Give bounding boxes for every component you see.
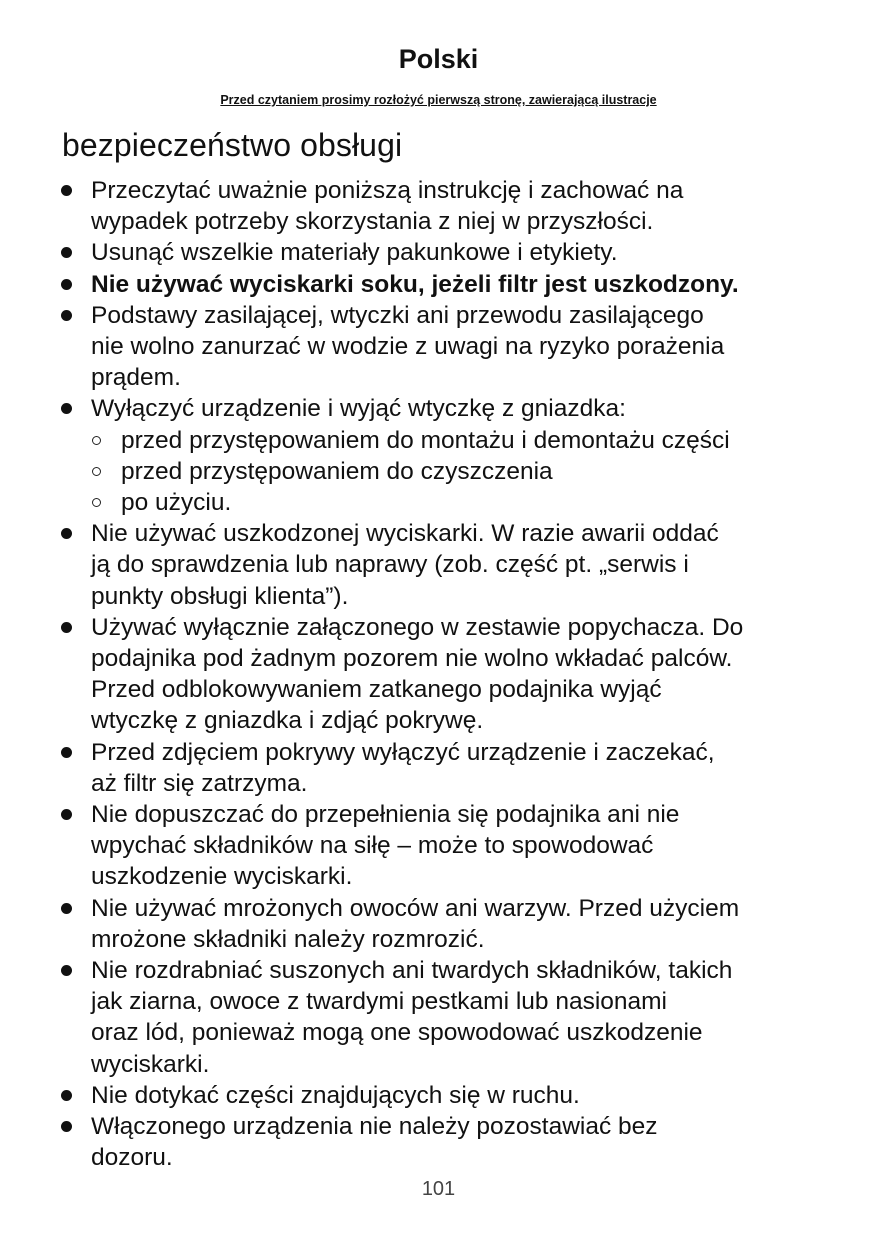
item-line: Podstawy zasilającej, wtyczki ani przewodu zasilającego [91, 301, 704, 329]
item-line: Nie używać mrożonych owoców ani warzyw. Przed użyciem [91, 894, 740, 922]
list-item [0, 1080, 877, 1111]
item-line: Usunąć wszelkie materiały pakunkowe i etykiety. [91, 239, 618, 267]
list-item [0, 518, 877, 612]
list-item [0, 175, 877, 237]
bullet-icon [61, 247, 72, 258]
list-item-warning [0, 269, 877, 300]
item-line: Nie dopuszczać do przepełnienia się podajnika ani nie [91, 801, 680, 829]
list-item [0, 393, 877, 518]
item-line: Wyłączyć urządzenie i wyjąć wtyczkę z gniazdka: [91, 395, 626, 423]
list-item [0, 1111, 877, 1173]
bullet-icon [61, 965, 72, 976]
section-heading: bezpieczeństwo obsługi [62, 127, 403, 163]
item-line: Nie dotykać części znajdujących się w ruchu. [91, 1081, 580, 1109]
list-item [0, 300, 877, 394]
bullet-icon [61, 809, 72, 820]
item-line: Nie rozdrabniać suszonych ani twardych składników, takich [91, 957, 733, 985]
item-line: punkty obsługi klienta”). [91, 582, 349, 610]
item-line: nie wolno zanurzać w wodzie z uwagi na ryzyko porażenia [91, 333, 725, 361]
sub-item-text: przed przystępowaniem do montażu i demontażu części [121, 426, 730, 454]
circle-bullet-icon [92, 467, 101, 476]
sub-item-text: przed przystępowaniem do czyszczenia [121, 457, 553, 485]
fold-out-notice: Przed czytaniem prosimy rozłożyć pierwszą stronę, zawierającą ilustracje [220, 93, 657, 107]
item-line: wtyczkę z gniazdka i zdjąć pokrywę. [91, 707, 484, 735]
bullet-icon [61, 903, 72, 914]
item-line: Nie używać uszkodzonej wyciskarki. W razie awarii oddać [91, 520, 719, 548]
page-number: 101 [421, 1178, 456, 1200]
item-line: wypadek potrzeby skorzystania z niej w przyszłości. [91, 208, 654, 236]
bullet-icon [61, 185, 72, 196]
circle-bullet-icon [92, 436, 101, 445]
circle-bullet-icon [92, 498, 101, 507]
item-line: Przed odblokowywaniem zatkanego podajnika wyjąć [91, 676, 662, 704]
sub-list-item [91, 487, 837, 518]
safety-list [0, 175, 877, 1174]
item-line: Używać wyłącznie załączonego w zestawie popychacza. Do [91, 613, 744, 641]
sub-list-item [91, 456, 837, 487]
bullet-icon [61, 1121, 72, 1132]
item-line: aż filtr się zatrzyma. [91, 769, 308, 797]
list-item [0, 237, 877, 268]
list-item [0, 612, 877, 737]
item-line: oraz lód, ponieważ mogą one spowodować uszkodzenie [91, 1019, 703, 1047]
item-line: uszkodzenie wyciskarki. [91, 863, 353, 891]
list-item [0, 955, 877, 1080]
item-line: Przeczytać uważnie poniższą instrukcję i zachować na [91, 177, 684, 204]
bullet-icon [61, 747, 72, 758]
list-item [0, 737, 877, 799]
bullet-icon [61, 1090, 72, 1101]
item-line: podajnika pod żadnym pozorem nie wolno wkładać palców. [91, 645, 733, 673]
sub-item-text: po użyciu. [121, 489, 232, 517]
list-item [0, 893, 877, 955]
item-line: ją do sprawdzenia lub naprawy (zob. część pt. „serwis i [91, 551, 689, 579]
bullet-icon [61, 528, 72, 539]
item-line: dozoru. [91, 1144, 173, 1172]
item-line: wpychać składników na siłę – może to spowodować [91, 832, 654, 860]
item-line: mrożone składniki należy rozmrozić. [91, 925, 485, 953]
bullet-icon [61, 403, 72, 414]
item-line: wyciskarki. [91, 1050, 210, 1078]
bullet-icon [61, 279, 72, 290]
item-line: Przed zdjęciem pokrywy wyłączyć urządzenie i zaczekać, [91, 738, 715, 766]
sub-list-item [91, 425, 837, 456]
item-line: Nie używać wyciskarki soku, jeżeli filtr jest uszkodzony. [91, 270, 739, 298]
bullet-icon [61, 622, 72, 633]
item-line: Włączonego urządzenia nie należy pozostawiać bez [91, 1113, 658, 1141]
language-title: Polski [398, 44, 479, 74]
sub-list [91, 425, 837, 519]
bullet-icon [61, 310, 72, 321]
item-line: prądem. [91, 364, 181, 392]
list-item [0, 799, 877, 893]
item-line: jak ziarna, owoce z twardymi pestkami lub nasionami [91, 988, 667, 1016]
